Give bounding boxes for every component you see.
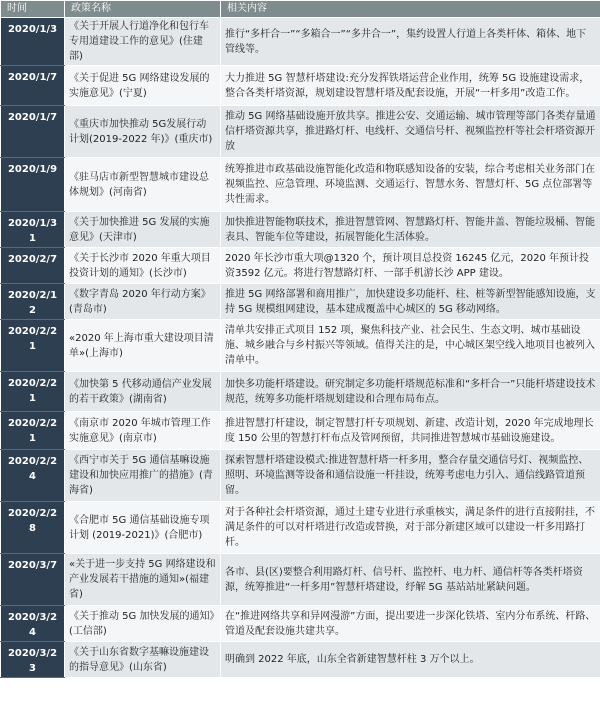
table-row — [1, 320, 600, 372]
row-policy-name: «关于进一步支持 5G 网络建设和产业发展若干措施的通知»(福建省) — [65, 554, 221, 606]
row-content: 在“推进网络共享和异网漫游”方面，提出要进一步深化铁塔、室内分布系统、杆路、管道及配套设施共建共享。 — [221, 606, 600, 642]
table-row — [1, 642, 600, 678]
row-date: 2020/2/21 — [1, 320, 65, 372]
table-row — [1, 412, 600, 450]
table-row — [1, 66, 600, 106]
header-date: 时间 — [1, 1, 65, 18]
row-policy-name: 《关于山东省数字基嘛设施建设的指导意见》(山东省) — [65, 642, 221, 678]
table-row — [1, 606, 600, 642]
table-row — [1, 502, 600, 554]
row-policy-name: 《关于加快推进 5G 发展的实施意见》(天津市) — [65, 212, 221, 248]
row-date: 2020/2/21 — [1, 412, 65, 450]
row-date: 2020/2/7 — [1, 248, 65, 284]
row-content: 推动 5G 网络基础设施开放共享。推进公安、交通运输、城市管理等部门各类存量通信杆塔资源共享，推进路灯杆、电线杆、交通信号杆、视频监控杆等社会杆塔资源开放 — [221, 106, 600, 158]
header-policy-name: 政策名称 — [65, 1, 221, 18]
table-body — [1, 18, 600, 678]
table-row — [1, 372, 600, 412]
row-date: 2020/1/31 — [1, 212, 65, 248]
row-date: 2020/1/7 — [1, 66, 65, 106]
table-row — [1, 450, 600, 502]
row-content: 各市、县(区)要整合利用路灯杆、信号杆、监控杆、电力杆、通信杆等各类杆塔资源，统筹推进“一杆多用”智慧杆塔建设，纾解 5G 基站站址紧缺问题。 — [221, 554, 600, 606]
header-content: 相关内容 — [221, 1, 600, 18]
row-content: 加快多功能杆塔建设。研究制定多功能杆塔规范标准和“多杆合一”只能杆塔建设技术规范，统筹多功能杆塔规划建设和合理布局布点。 — [221, 372, 600, 412]
row-content: 统筹推进市政基础设施智能化改造和物联感知设备的安装，综合考虑相关业务部门在视频监控、应急管理、环境监测、交通运行、智慧水务、智慧灯杆、5G 点位部署等共性需求。 — [221, 158, 600, 212]
row-policy-name: 《驻马店市新型智慧城市建设总体规划》(河南省) — [65, 158, 221, 212]
row-policy-name: 《重庆市加快推动 5G发展行动计划(2019-2022 年)》(重庆市) — [65, 106, 221, 158]
row-date: 2020/1/7 — [1, 106, 65, 158]
row-content: 2020 年长沙市重大项@1320 个，预计项目总投资 16245 亿元，2020 年预计投资3592 亿元。将进行智慧路灯杆、一部手机游长沙 APP 建设。 — [221, 248, 600, 284]
row-policy-name: 《关于开展人行道净化和包行车专用道建设工作的意见》(住建部) — [65, 18, 221, 66]
row-content: 对于各种社会杆塔资源，通过土建专业进行承重核实，满足条件的进行直接附挂，不满足条件的可以对杆塔进行改造或替换，对于部分新建区域可以建设一杆多用路打杆。 — [221, 502, 600, 554]
row-content: 大力推进 5G 智慧杆塔建设:充分发挥铁塔运营企业作用，统筹 5G 设施建设需求，整合各类杆塔资源，规划建设智慧杆塔及配套设施，开展“一杆多用”改造工作。 — [221, 66, 600, 106]
table-row — [1, 106, 600, 158]
row-date: 2020/1/9 — [1, 158, 65, 212]
row-date: 2020/3/23 — [1, 642, 65, 678]
row-date: 2020/3/7 — [1, 554, 65, 606]
row-content: 探索智慧杆塔建设模式:推进智慧杆塔一杆多用，整合存量交通信号灯、视频监控、照明、环境监测等设备和通信设施一杆挂设，统筹考虑电力引入、通信线路管道预留。 — [221, 450, 600, 502]
row-policy-name: 《关于促进 5G 网络建设发展的实施意见》(宁夏) — [65, 66, 221, 106]
row-policy-name: 《关于推动 5G 加快发展的通知》(工信部) — [65, 606, 221, 642]
row-policy-name: 《关于长沙市 2020 年重大项目投资计划的通知》(长沙市) — [65, 248, 221, 284]
table-row — [1, 212, 600, 248]
row-policy-name: 《西宁市关于 5G 通信基嘛设施建设和加快应用推广的措施》(青海省) — [65, 450, 221, 502]
row-date: 2020/2/12 — [1, 284, 65, 320]
row-date: 2020/3/24 — [1, 606, 65, 642]
table-row — [1, 284, 600, 320]
table-row — [1, 18, 600, 66]
row-content: 清单共安排正式项目 152 项，聚焦科技产业、社会民生、生态文明、城市基础设施、城乡融合与乡村振兴等领域。值得关注的是，中心城区架空线入地项目也被列入清单中。 — [221, 320, 600, 372]
row-policy-name: 《南京市 2020 年城市管理工作实施意见》(南京市) — [65, 412, 221, 450]
table-row — [1, 554, 600, 606]
row-content: 推行“多杆合一”“多箱合一”“多井合一”，集约设置人行道上各类杆体、箱体、地下管线等。 — [221, 18, 600, 66]
row-content: 推进 5G 网络部署和商用推广，加快建设多功能杆、柱、桩等新型智能感知设施，支持 5G 规模组网建设，基本建成覆盖中心城区的 5G 移动网络。 — [221, 284, 600, 320]
table-row — [1, 158, 600, 212]
row-policy-name: 《合肥市 5G 通信基础设施专项计划 (2019-2021)》(合肥市) — [65, 502, 221, 554]
row-date: 2020/2/21 — [1, 372, 65, 412]
row-content: 明确到 2022 年底，山东全省新建智慧杆柱 3 万个以上。 — [221, 642, 600, 678]
row-date: 2020/1/3 — [1, 18, 65, 66]
row-policy-name: 《数字青岛 2020 年行动方案》(青岛市) — [65, 284, 221, 320]
row-policy-name: 《加快第 5 代移动通信产业发展的若干政策》(湖南省) — [65, 372, 221, 412]
row-date: 2020/2/28 — [1, 502, 65, 554]
table-row — [1, 248, 600, 284]
row-policy-name: «2020 年上海市重大建设项目清单»(上海市) — [65, 320, 221, 372]
table-header-row — [1, 1, 600, 18]
row-content: 推进智慧打杆建设，制定智慧打杆专项规划、新建、改造计划，2020 年完成地理长度 150 公里的智慧打杆布点及管网预留，共同推进智慧城市基础设施建设。 — [221, 412, 600, 450]
row-content: 加快推进智能物联技术，推进智慧管网、智慧路灯杆、智能井盖、智能垃圾桶、智能表具、智能车位等建设，拓展智能化生活体验。 — [221, 212, 600, 248]
row-date: 2020/2/24 — [1, 450, 65, 502]
